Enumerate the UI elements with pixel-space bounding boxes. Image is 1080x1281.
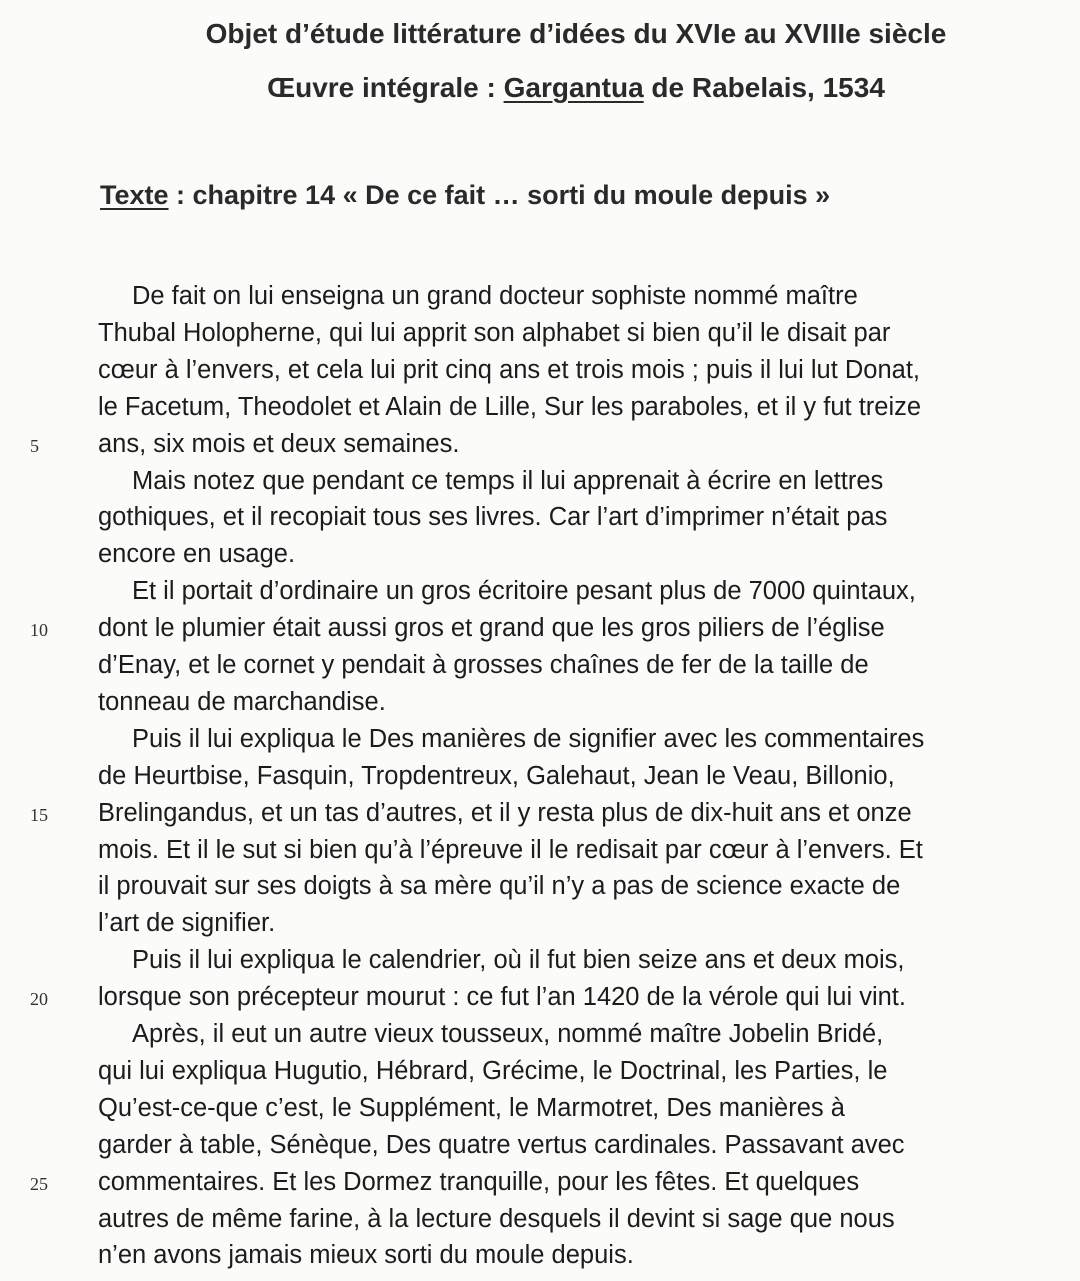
text-line: mois. Et il le sut si bien qu’à l’épreuve il le redisait par cœur à l’envers. Et [98,835,923,864]
text-line: n’en avons jamais mieux sorti du moule depuis. [98,1241,634,1270]
text-line: qui lui expliqua Hugutio, Hébrard, Grécime, le Doctrinal, les Parties, le [98,1056,888,1085]
text-line: Thubal Holopherne, qui lui apprit son alphabet si bien qu’il le disait par [98,318,891,347]
text-line: ans, six mois et deux semaines. [98,429,460,458]
text-line: le Facetum, Theodolet et Alain de Lille, Sur les paraboles, et il y fut treize [98,392,922,421]
text-line: commentaires. Et les Dormez tranquille, pour les fêtes. Et quelques [98,1167,860,1196]
text-line: de Heurtbise, Fasquin, Tropdentreux, Galehaut, Jean le Veau, Billonio, [98,761,895,790]
text-line: cœur à l’envers, et cela lui prit cinq ans et trois mois ; puis il lui lut Donat, [98,355,920,384]
line-number: 10 [30,620,48,641]
text-line: Brelingandus, et un tas d’autres, et il y resta plus de dix-huit ans et onze [98,798,912,827]
heading-suffix: de Rabelais, 1534 [643,72,885,103]
text-line: d’Enay, et le cornet y pendait à grosses chaînes de fer de la taille de [98,651,869,679]
text-line: De fait on lui enseigna un grand docteur sophiste nommé maître [132,282,858,310]
text-line: gothiques, et il recopiait tous ses livres. Car l’art d’imprimer n’était pas [98,503,888,532]
text-line: garder à table, Sénèque, Des quatre vertus cardinales. Passavant avec [98,1130,905,1159]
text-line: Puis il lui expliqua le Des manières de signifier avec les commentaires [132,724,925,753]
line-number: 5 [30,435,39,456]
text-line: l’art de signifier. [98,909,276,938]
text-line: dont le plumier était aussi gros et grand que les gros piliers de l’église [98,614,885,643]
text-line: encore en usage. [98,540,296,569]
chapter-reference: : chapitre 14 « De ce fait … sorti du moule depuis » [168,180,831,210]
text-line: autres de même farine, à la lecture desquels il devint si sage que nous [98,1204,895,1233]
text-label: Texte [100,180,169,210]
work-title: Gargantua [503,72,644,103]
text-line: Qu’est-ce-que c’est, le Supplément, le Marmotret, Des manières à [98,1093,845,1122]
document-heading-line1: Objet d’étude littérature d’idées du XVIe au XVIIIe siècle [205,18,947,49]
text-line: Mais notez que pendant ce temps il lui apprenait à écrire en lettres [132,466,884,495]
text-line: Après, il eut un autre vieux tousseux, nommé maître Jobelin Bridé, [132,1020,884,1048]
text-line: lorsque son précepteur mourut : ce fut l’an 1420 de la vérole qui lui vint. [98,983,906,1012]
line-number: 15 [30,804,48,825]
text-line: Puis il lui expliqua le calendrier, où il fut bien seize ans et deux mois, [132,946,905,975]
text-line: il prouvait sur ses doigts à sa mère qu’il n’y a pas de science exacte de [98,872,901,901]
text-line: Et il portait d’ordinaire un gros écritoire pesant plus de 7000 quintaux, [132,577,916,606]
line-number: 25 [30,1173,48,1194]
text-line: tonneau de marchandise. [98,687,386,716]
heading-prefix: Œuvre intégrale : [267,72,504,103]
line-number: 20 [30,989,48,1010]
